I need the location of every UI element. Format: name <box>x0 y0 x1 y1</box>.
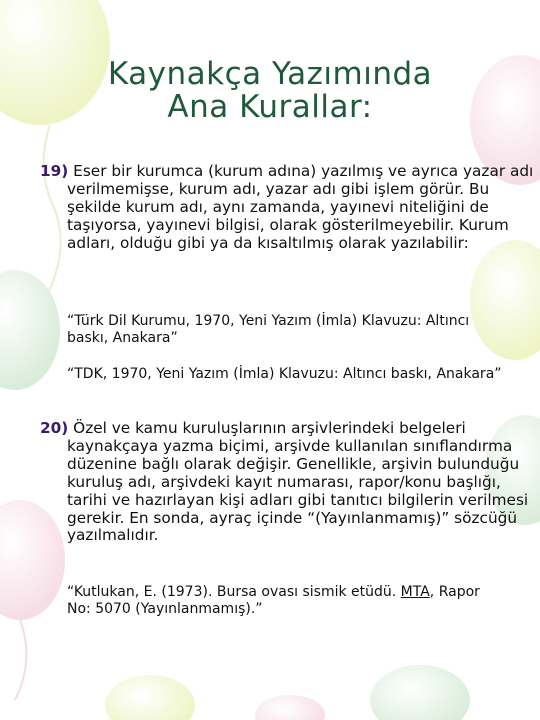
slide-title <box>60 58 480 124</box>
mta-link[interactable]: MTA <box>400 584 430 600</box>
example-1: “Türk Dil Kurumu, 1970, Yeni Yazım (İmla) Klavuzu: Altıncı baskı, Anakara” <box>67 313 470 346</box>
example-text: , Rapor No: 5070 (Yayınlanmamış).” <box>67 584 480 617</box>
example-3 <box>67 584 507 617</box>
example-text: “Kutlukan, E. (1973). Bursa ovası sismik etüdü. <box>67 584 401 600</box>
title-line-1: Kaynakça Yazımında <box>107 56 433 92</box>
rule-text: Eser bir kurumca (kurum adına) yazılmış ve ayrıca yazar adı verilmemişse, kurum adı, yazar adı gibi işlem görür. Bu şekilde kurum adı, aynı zamanda, yayınevi niteliğini de taşıyorsa, yayınevi bilgisi, olarak gösterilmeyebilir. Kurum adları, olduğu gibi ya da kısaltılmış olarak yazılabilir: <box>67 162 534 252</box>
rule-text: Özel ve kamu kuruluşlarının arşivlerindeki belgeleri kaynakçaya yazma biçimi, arşivde kullanılan sınıflandırma düzenine bağlı olarak değişir. Genellikle, arşivin bulunduğu kuruluş adı, arşivdeki kayıt numarası, rapor/konu başlığı, tarihi ve hazırlayan kişi adları gibi tanıtıcı bilgilerin verilmesi gerekir. En sonda, ayraç içinde “(Yayınlanmamış)” sözcüğü yazılmalıdır. <box>67 419 529 545</box>
example-2: “TDK, 1970, Yeni Yazım (İmla) Klavuzu: Altıncı baskı, Anakara” <box>67 366 502 382</box>
rule-20 <box>40 420 540 545</box>
rule-number: 19) <box>40 162 69 180</box>
rule-19 <box>40 163 540 253</box>
title-line-2: Ana Kurallar: <box>167 89 373 125</box>
rule-number: 20) <box>40 419 69 437</box>
